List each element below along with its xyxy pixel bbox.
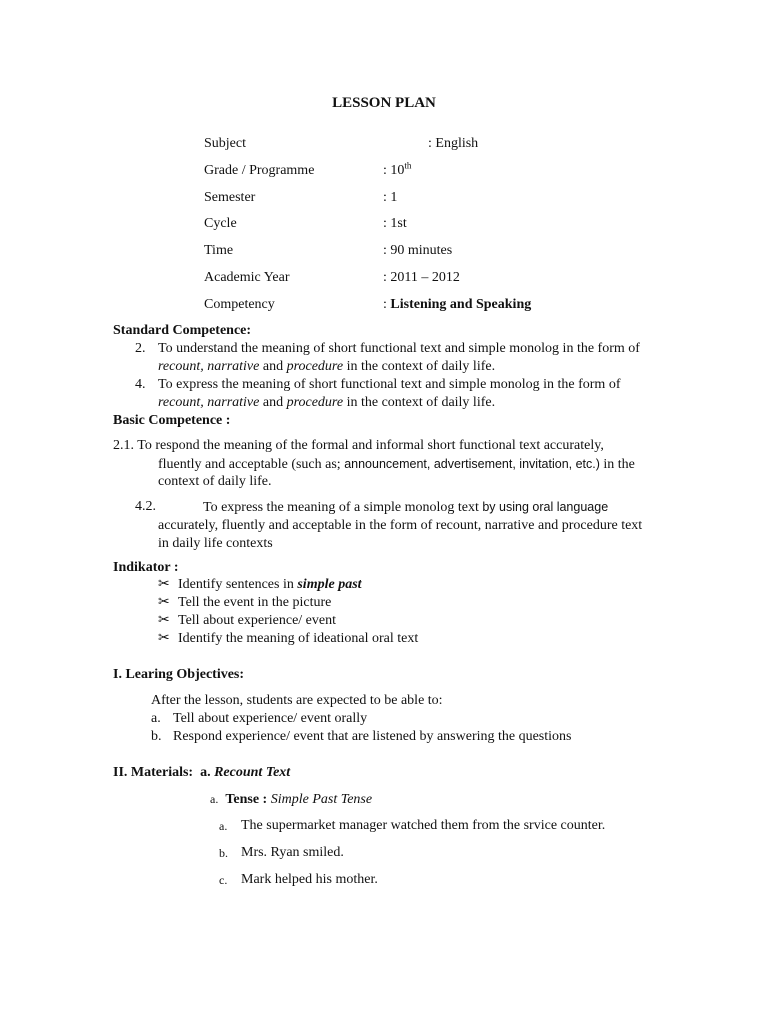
example-sentence: Mark helped his mother.	[241, 872, 378, 887]
tense-line: a. Tense : Simple Past Tense	[210, 792, 373, 807]
objective-item: Tell about experience/ event orally	[173, 711, 368, 726]
standard-item-line: recount, narrative and procedure in the context of daily life.	[158, 359, 496, 374]
info-value-time: : 90 minutes	[383, 243, 453, 258]
standard-item-line: recount, narrative and procedure in the context of daily life.	[158, 395, 496, 410]
info-value-competency: : Listening and Speaking	[383, 297, 532, 312]
info-label-subject: Subject	[204, 136, 246, 151]
basic-item-line: context of daily life.	[158, 474, 272, 489]
scissors-icon: ✂	[158, 595, 170, 610]
objective-letter: a.	[151, 711, 161, 726]
info-value-semester: : 1	[383, 190, 398, 205]
objectives-intro: After the lesson, students are expected to be able to:	[151, 693, 443, 708]
scissors-icon: ✂	[158, 613, 170, 628]
indikator-item: ✂ Tell the event in the picture	[158, 595, 332, 610]
standard-item-line: To understand the meaning of short functional text and simple monolog in the form of	[158, 341, 640, 356]
info-label-time: Time	[204, 243, 234, 258]
standard-item-number: 2.	[135, 341, 146, 356]
basic-competence-heading: Basic Competence :	[113, 413, 231, 428]
materials-heading: II. Materials: a. Recount Text	[113, 765, 291, 780]
indikator-item: ✂ Tell about experience/ event	[158, 613, 336, 628]
basic-item-line: in daily life contexts	[158, 536, 273, 551]
info-value-grade: : 10th	[383, 160, 412, 178]
objectives-heading: I. Learing Objectives:	[113, 667, 245, 682]
basic-item-line: accurately, fluently and acceptable in the form of recount, narrative and procedure text	[158, 518, 643, 533]
info-label-academic-year: Academic Year	[204, 270, 290, 285]
info-label-competency: Competency	[204, 297, 275, 312]
indikator-item: ✂ Identify sentences in simple past	[158, 577, 362, 592]
info-label-grade: Grade / Programme	[204, 163, 315, 178]
scissors-icon: ✂	[158, 631, 170, 646]
standard-item-line: To express the meaning of short functional text and simple monolog in the form of	[158, 377, 621, 392]
basic-item-line: 2.1. To respond the meaning of the formal and informal short functional text accurately,	[113, 438, 604, 453]
standard-competence-heading: Standard Competence:	[113, 323, 252, 338]
basic-item-line: To express the meaning of a simple monolog text by using oral language	[203, 500, 609, 515]
info-value-subject: : English	[428, 136, 479, 151]
indikator-heading: Indikator :	[113, 560, 179, 575]
info-label-semester: Semester	[204, 190, 256, 205]
objective-letter: b.	[151, 729, 162, 744]
info-value-academic-year: : 2011 – 2012	[383, 270, 460, 285]
info-label-cycle: Cycle	[204, 216, 237, 231]
example-letter: b.	[219, 846, 228, 860]
info-value-cycle: : 1st	[383, 216, 407, 231]
example-letter: c.	[219, 873, 228, 887]
example-sentence: Mrs. Ryan smiled.	[241, 845, 344, 860]
standard-item-number: 4.	[135, 377, 146, 392]
page-title: LESSON PLAN	[332, 95, 436, 111]
basic-item-line: fluently and acceptable (such as; announcement, advertisement, invitation, etc.) in the	[158, 457, 635, 472]
objective-item: Respond experience/ event that are listened by answering the questions	[173, 729, 572, 744]
basic-item-number: 4.2.	[135, 499, 156, 514]
example-letter: a.	[219, 819, 228, 833]
indikator-item: ✂ Identify the meaning of ideational oral text	[158, 631, 419, 646]
scissors-icon: ✂	[158, 577, 170, 592]
example-sentence: The supermarket manager watched them from the srvice counter.	[241, 818, 606, 833]
